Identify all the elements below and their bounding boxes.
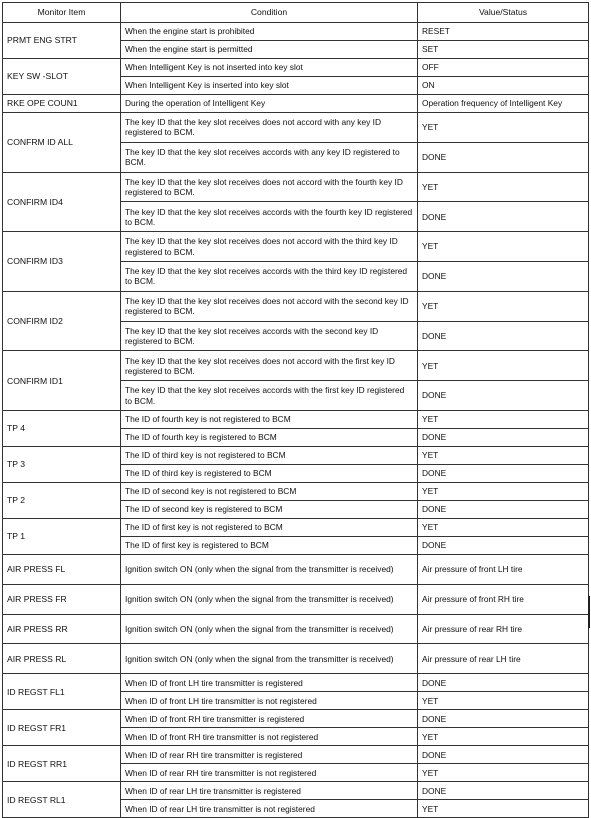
value-status-cell: YET — [418, 728, 589, 746]
condition-cell: The ID of fourth key is not registered to BCM — [121, 410, 418, 428]
table-row — [3, 446, 589, 464]
value-status-cell: DONE — [418, 500, 589, 518]
value-status-cell: DONE — [418, 381, 589, 411]
condition-cell: The key ID that the key slot receives does not accord with the first key ID registered to BCM. — [121, 351, 418, 381]
table-row — [3, 23, 589, 41]
value-status-cell: DONE — [418, 710, 589, 728]
table-row — [3, 232, 589, 262]
header-monitor-item: Monitor Item — [3, 3, 121, 23]
value-status-cell: Operation frequency of Intelligent Key — [418, 95, 589, 113]
value-status-cell: DONE — [418, 202, 589, 232]
condition-cell: The ID of third key is not registered to BCM — [121, 446, 418, 464]
monitor-item-cell: ID REGST RL1 — [3, 782, 121, 818]
monitor-item-table — [2, 2, 589, 818]
condition-cell: The key ID that the key slot receives accords with the first key ID registered to BCM. — [121, 381, 418, 411]
value-status-cell: YET — [418, 800, 589, 818]
value-status-cell: DONE — [418, 142, 589, 172]
value-status-cell: Air pressure of rear LH tire — [418, 644, 589, 674]
condition-cell: Ignition switch ON (only when the signal from the transmitter is received) — [121, 554, 418, 584]
table-row — [3, 291, 589, 321]
monitor-item-cell: TP 4 — [3, 410, 121, 446]
condition-cell: The ID of second key is not registered to BCM — [121, 482, 418, 500]
table-header-row — [3, 3, 589, 23]
value-status-cell: Air pressure of front RH tire — [418, 584, 589, 614]
condition-cell: Ignition switch ON (only when the signal from the transmitter is received) — [121, 584, 418, 614]
value-status-cell: OFF — [418, 59, 589, 77]
condition-cell: The ID of first key is registered to BCM — [121, 536, 418, 554]
condition-cell: When the engine start is prohibited — [121, 23, 418, 41]
monitor-item-cell: KEY SW -SLOT — [3, 59, 121, 95]
condition-cell: The key ID that the key slot receives accords with the fourth key ID registered to BCM. — [121, 202, 418, 232]
value-status-cell: YET — [418, 291, 589, 321]
value-status-cell: SET — [418, 41, 589, 59]
value-status-cell: DONE — [418, 782, 589, 800]
value-status-cell: ON — [418, 77, 589, 95]
monitor-item-cell: AIR PRESS FL — [3, 554, 121, 584]
table-row — [3, 710, 589, 728]
table-row — [3, 113, 589, 143]
table-row — [3, 95, 589, 113]
value-status-cell: DONE — [418, 746, 589, 764]
condition-cell: The ID of second key is registered to BCM — [121, 500, 418, 518]
table-row — [3, 351, 589, 381]
table-row — [3, 584, 589, 614]
condition-cell: When Intelligent Key is inserted into key slot — [121, 77, 418, 95]
value-status-cell: YET — [418, 410, 589, 428]
condition-cell: The key ID that the key slot receives accords with any key ID registered to BCM. — [121, 142, 418, 172]
header-condition: Condition — [121, 3, 418, 23]
value-status-cell: YET — [418, 692, 589, 710]
table-row — [3, 518, 589, 536]
condition-cell: The key ID that the key slot receives does not accord with the third key ID registered to BCM. — [121, 232, 418, 262]
table-row — [3, 614, 589, 644]
table-row — [3, 172, 589, 202]
condition-cell: The key ID that the key slot receives does not accord with any key ID registered to BCM. — [121, 113, 418, 143]
monitor-item-cell: RKE OPE COUN1 — [3, 95, 121, 113]
table-row — [3, 746, 589, 764]
condition-cell: The key ID that the key slot receives accords with the second key ID registered to BCM. — [121, 321, 418, 351]
value-status-cell: Air pressure of front LH tire — [418, 554, 589, 584]
condition-cell: When ID of front LH tire transmitter is not registered — [121, 692, 418, 710]
value-status-cell: YET — [418, 446, 589, 464]
value-status-cell: DONE — [418, 464, 589, 482]
value-status-cell: DONE — [418, 536, 589, 554]
value-status-cell: RESET — [418, 23, 589, 41]
condition-cell: When ID of front RH tire transmitter is registered — [121, 710, 418, 728]
monitor-item-cell: ID REGST FL1 — [3, 674, 121, 710]
table-row — [3, 482, 589, 500]
condition-cell: When ID of rear LH tire transmitter is registered — [121, 782, 418, 800]
condition-cell: The key ID that the key slot receives does not accord with the second key ID registered to BCM. — [121, 291, 418, 321]
monitor-item-cell: CONFIRM ID1 — [3, 351, 121, 411]
condition-cell: When ID of rear LH tire transmitter is not registered — [121, 800, 418, 818]
table-row — [3, 644, 589, 674]
condition-cell: The key ID that the key slot receives does not accord with the fourth key ID registered to BCM. — [121, 172, 418, 202]
header-value-status: Value/Status — [418, 3, 589, 23]
monitor-item-cell: CONFIRM ID4 — [3, 172, 121, 232]
table-row — [3, 782, 589, 800]
condition-cell: When ID of front RH tire transmitter is not registered — [121, 728, 418, 746]
monitor-item-cell: AIR PRESS RR — [3, 614, 121, 644]
monitor-item-cell: CONFRM ID ALL — [3, 113, 121, 173]
condition-cell: When Intelligent Key is not inserted into key slot — [121, 59, 418, 77]
condition-cell: When ID of rear RH tire transmitter is not registered — [121, 764, 418, 782]
value-status-cell: YET — [418, 172, 589, 202]
value-status-cell: YET — [418, 232, 589, 262]
table-row — [3, 674, 589, 692]
condition-cell: Ignition switch ON (only when the signal from the transmitter is received) — [121, 614, 418, 644]
monitor-item-cell: ID REGST FR1 — [3, 710, 121, 746]
condition-cell: During the operation of Intelligent Key — [121, 95, 418, 113]
condition-cell: When ID of front LH tire transmitter is registered — [121, 674, 418, 692]
table-row — [3, 410, 589, 428]
monitor-item-cell: CONFIRM ID2 — [3, 291, 121, 351]
condition-cell: The ID of fourth key is registered to BCM — [121, 428, 418, 446]
value-status-cell: YET — [418, 518, 589, 536]
value-status-cell: YET — [418, 113, 589, 143]
value-status-cell: DONE — [418, 261, 589, 291]
monitor-item-cell: ID REGST RR1 — [3, 746, 121, 782]
table-body — [3, 23, 589, 818]
monitor-item-cell: TP 1 — [3, 518, 121, 554]
value-status-cell: DONE — [418, 321, 589, 351]
value-status-cell: Air pressure of rear RH tire — [418, 614, 589, 644]
value-status-cell: DONE — [418, 428, 589, 446]
monitor-item-cell: PRMT ENG STRT — [3, 23, 121, 59]
monitor-item-cell: AIR PRESS RL — [3, 644, 121, 674]
table-row — [3, 554, 589, 584]
monitor-item-cell: CONFIRM ID3 — [3, 232, 121, 292]
condition-cell: The key ID that the key slot receives accords with the third key ID registered to BCM. — [121, 261, 418, 291]
value-status-cell: YET — [418, 482, 589, 500]
monitor-item-cell: TP 3 — [3, 446, 121, 482]
condition-cell: The ID of first key is not registered to BCM — [121, 518, 418, 536]
monitor-item-cell: AIR PRESS FR — [3, 584, 121, 614]
condition-cell: The ID of third key is registered to BCM — [121, 464, 418, 482]
condition-cell: When ID of rear RH tire transmitter is registered — [121, 746, 418, 764]
value-status-cell: YET — [418, 351, 589, 381]
page-margin-bar — [588, 596, 590, 628]
monitor-item-cell: TP 2 — [3, 482, 121, 518]
condition-cell: When the engine start is permitted — [121, 41, 418, 59]
value-status-cell: YET — [418, 764, 589, 782]
condition-cell: Ignition switch ON (only when the signal from the transmitter is received) — [121, 644, 418, 674]
table-row — [3, 59, 589, 77]
value-status-cell: DONE — [418, 674, 589, 692]
